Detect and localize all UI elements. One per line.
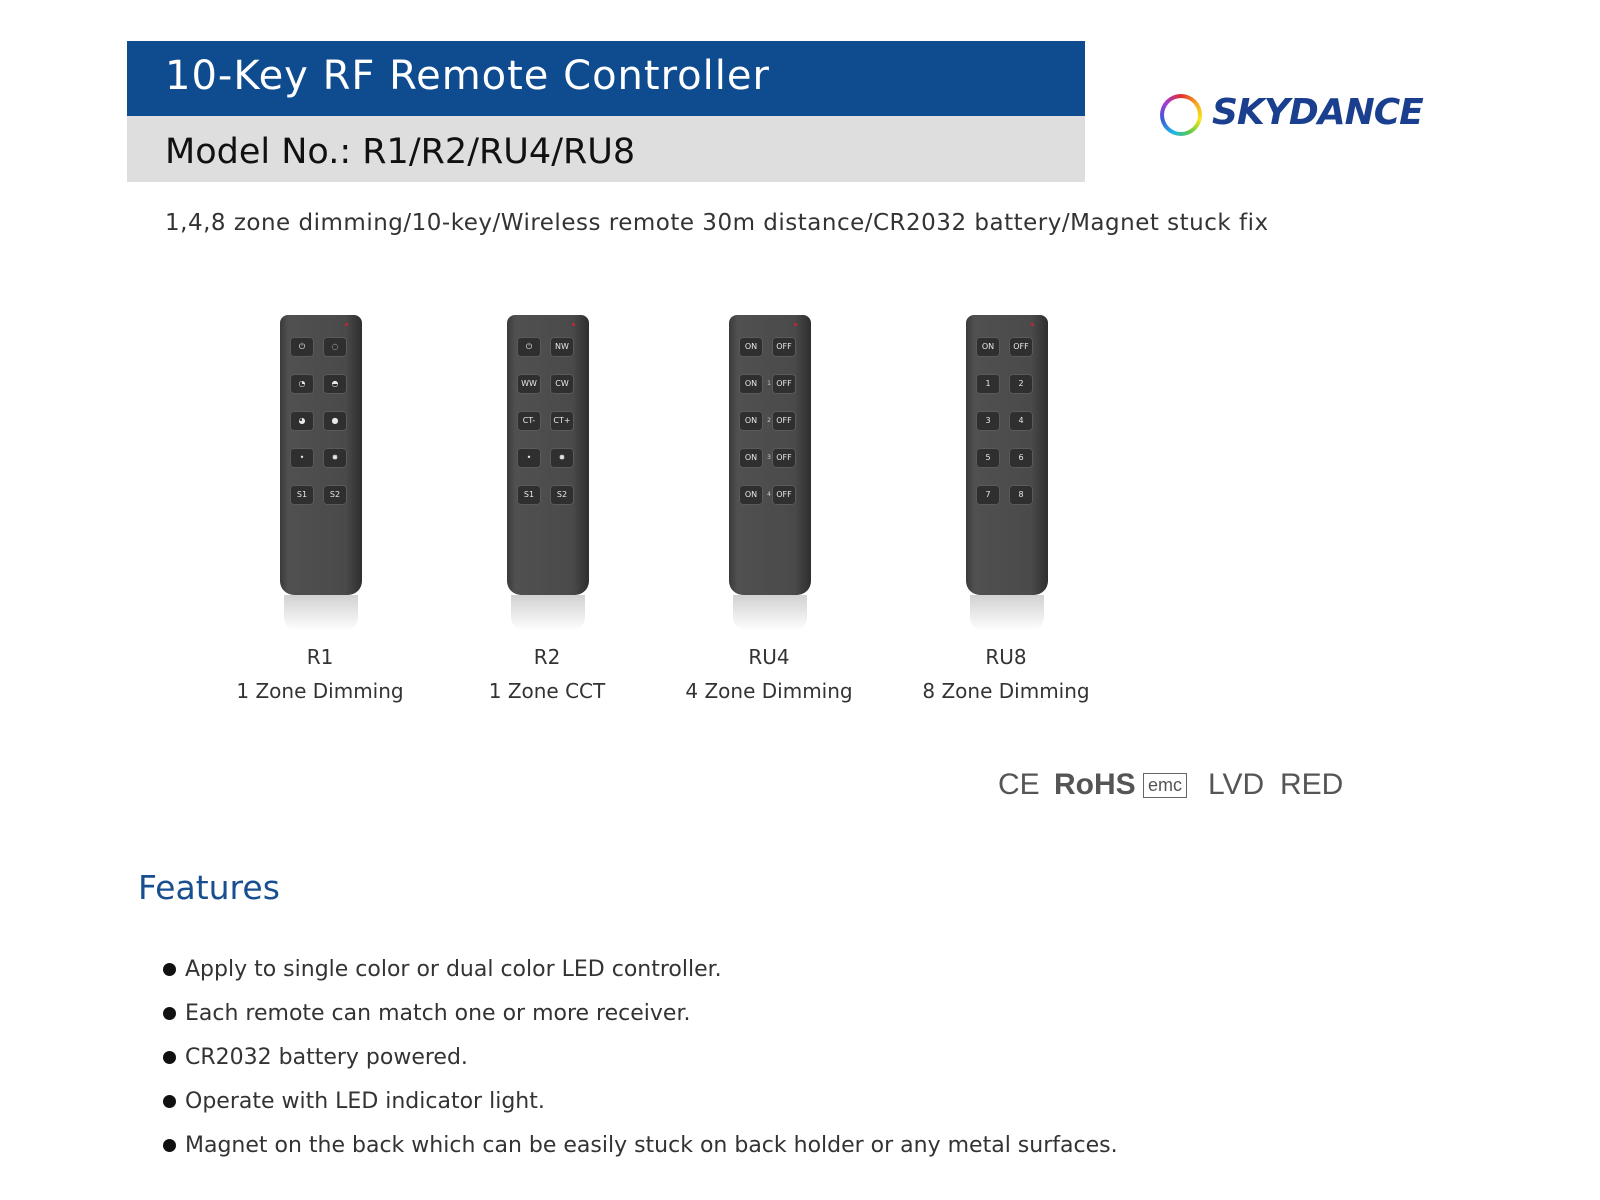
remote-key: ● [323, 411, 347, 431]
list-item [163, 1087, 1118, 1131]
remote-key: ✸ [550, 448, 574, 468]
product-model: R1 [306, 645, 334, 669]
remote-key: S1 [517, 485, 541, 505]
product-description: 1 Zone CCT [488, 679, 606, 703]
remote-key: OFF [772, 411, 796, 431]
remote-key: S1 [290, 485, 314, 505]
bullet-icon [163, 1007, 176, 1020]
feature-text: Operate with LED indicator light. [185, 1089, 545, 1114]
cert-lvd: LVD [1208, 768, 1265, 801]
remote-key: WW [517, 374, 541, 394]
remote-key: 8 [1009, 485, 1033, 505]
title-banner [127, 41, 1085, 116]
cert-red: RED [1280, 768, 1344, 801]
features-list [163, 955, 1118, 1175]
remote-key: ◔ [290, 374, 314, 394]
remote-key: 6 [1009, 448, 1033, 468]
bullet-icon [163, 1095, 176, 1108]
remote-key: ON [739, 374, 763, 394]
feature-text: Each remote can match one or more receiver. [185, 1001, 691, 1026]
remote-key: ON [739, 411, 763, 431]
remote-key: ◓ [323, 374, 347, 394]
product-model: RU8 [985, 645, 1027, 669]
remote-key: S2 [550, 485, 574, 505]
zone-label: 1 [767, 380, 771, 387]
remote-key: 7 [976, 485, 1000, 505]
feature-text: Apply to single color or dual color LED controller. [185, 957, 722, 982]
remote-key: NW [550, 337, 574, 357]
product-caption [220, 640, 420, 708]
led-indicator-icon [1031, 323, 1034, 326]
product-caption [447, 640, 647, 708]
product-caption [906, 640, 1106, 708]
remote-key: CT- [517, 411, 541, 431]
remote-ru4 [729, 315, 811, 595]
remote-key: 3 [976, 411, 1000, 431]
list-item [163, 1131, 1118, 1175]
remote-key: 1 [976, 374, 1000, 394]
list-item [163, 1043, 1118, 1087]
cert-rohs: RoHS [1054, 768, 1136, 801]
bullet-icon [163, 1139, 176, 1152]
remote-key: OFF [772, 374, 796, 394]
feature-text: CR2032 battery powered. [185, 1045, 468, 1070]
product-caption [669, 640, 869, 708]
model-banner [127, 116, 1085, 182]
remote-key: ⏻ [517, 337, 541, 357]
zone-label: 2 [767, 417, 771, 424]
remote-key: S2 [323, 485, 347, 505]
remote-key: ON [739, 337, 763, 357]
product-model: R2 [533, 645, 561, 669]
remote-key: OFF [772, 337, 796, 357]
led-indicator-icon [572, 323, 575, 326]
remote-key: OFF [772, 485, 796, 505]
remote-key: ON [739, 485, 763, 505]
remote-key: CT+ [550, 411, 574, 431]
product-description: 1 Zone Dimming [236, 679, 404, 703]
remote-key: • [290, 448, 314, 468]
remote-r1 [280, 315, 362, 595]
bullet-icon [163, 1051, 176, 1064]
list-item [163, 955, 1118, 999]
feature-text: Magnet on the back which can be easily stuck on back holder or any metal surfaces. [185, 1133, 1118, 1158]
remote-ru8 [966, 315, 1048, 595]
remote-key: ◌ [323, 337, 347, 357]
led-indicator-icon [345, 323, 348, 326]
product-description: 4 Zone Dimming [685, 679, 853, 703]
remote-key: ✸ [323, 448, 347, 468]
logo-ring-icon [1160, 94, 1202, 136]
model-number: Model No.: R1/R2/RU4/RU8 [165, 132, 636, 172]
led-indicator-icon [794, 323, 797, 326]
remote-key: 5 [976, 448, 1000, 468]
product-description: 8 Zone Dimming [922, 679, 1090, 703]
remote-key: OFF [772, 448, 796, 468]
bullet-icon [163, 963, 176, 976]
brand-logo [1160, 92, 1460, 140]
remote-key: 2 [1009, 374, 1033, 394]
remote-key: ON [739, 448, 763, 468]
page-title: 10-Key RF Remote Controller [165, 53, 770, 99]
remote-r2 [507, 315, 589, 595]
remote-key: CW [550, 374, 574, 394]
list-item [163, 999, 1118, 1043]
cert-emc: emc [1143, 773, 1187, 798]
product-model: RU4 [748, 645, 790, 669]
zone-label: 3 [767, 454, 771, 461]
remote-key: ◕ [290, 411, 314, 431]
cert-ce: CE [998, 768, 1040, 801]
remote-key: ⏻ [290, 337, 314, 357]
remote-key: 4 [1009, 411, 1033, 431]
remote-key: OFF [1009, 337, 1033, 357]
features-heading: Features [138, 868, 280, 907]
remote-key: • [517, 448, 541, 468]
remote-key: ON [976, 337, 1000, 357]
zone-label: 4 [767, 491, 771, 498]
product-summary: 1,4,8 zone dimming/10-key/Wireless remote 30m distance/CR2032 battery/Magnet stuck fix [165, 210, 1269, 236]
brand-name: SKYDANCE [1212, 92, 1423, 133]
